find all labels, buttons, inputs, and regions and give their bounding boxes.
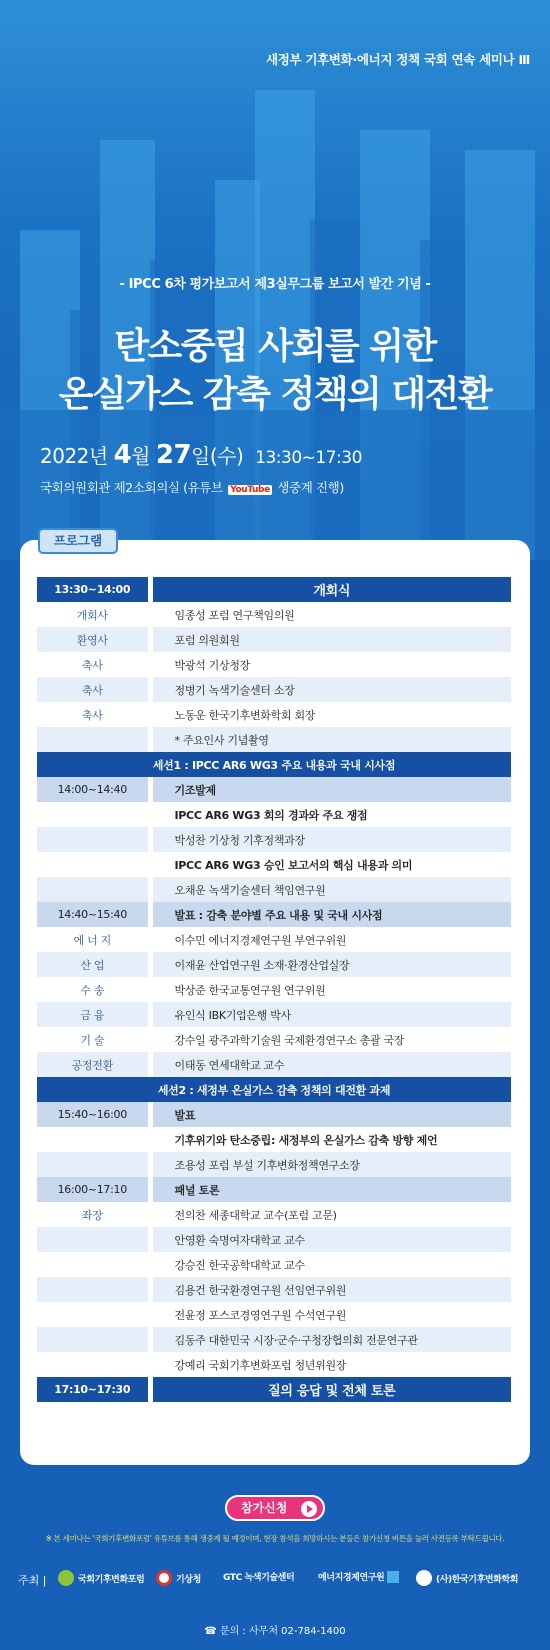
program-time-role bbox=[37, 1152, 150, 1177]
program-time-role: 13:30~14:00 bbox=[37, 577, 150, 602]
program-row bbox=[37, 852, 511, 877]
apply-button[interactable]: 참가신청 bbox=[225, 1495, 325, 1521]
program-time-role: 수 송 bbox=[37, 977, 150, 1002]
session-header: 세션1 : IPCC AR6 WG3 주요 내용과 국내 시사점 bbox=[37, 752, 511, 777]
program-time-role: 14:00~14:40 bbox=[37, 777, 150, 802]
play-icon bbox=[301, 1501, 317, 1517]
program-table bbox=[37, 577, 511, 1402]
program-detail: 전윤정 포스코경영연구원 수석연구원 bbox=[174, 1308, 347, 1322]
program-time-role: 14:40~15:40 bbox=[37, 902, 150, 927]
series-label: 새정부 기후변화·에너지 정책 국회 연속 세미나 Ⅲ bbox=[265, 52, 530, 67]
program-detail: 오채운 녹색기술센터 책임연구원 bbox=[150, 877, 511, 902]
program-detail: 발표 : 감축 분야별 주요 내용 및 국내 시사점 bbox=[150, 902, 511, 927]
program-time-role: 16:00~17:10 bbox=[37, 1177, 150, 1202]
program-time-role bbox=[37, 727, 150, 752]
program-row bbox=[37, 1327, 511, 1352]
program-time-role: 환영사 bbox=[37, 627, 150, 652]
program-detail: 이태동 연세대학교 교수 bbox=[150, 1052, 511, 1077]
program-time-role: 개회사 bbox=[37, 602, 150, 627]
program-detail: * 주요인사 기념촬영 bbox=[150, 727, 511, 752]
program-detail: 포럼 의원회원 bbox=[150, 627, 511, 652]
program-detail: 안영환 숙명여자대학교 교수 bbox=[150, 1227, 511, 1252]
program-row bbox=[37, 702, 511, 727]
session-header: 세션2 : 새정부 온실가스 감축 정책의 대전환 과제 bbox=[37, 1077, 511, 1102]
program-time-role bbox=[37, 1277, 150, 1302]
program-detail: 김용건 한국환경연구원 선임연구위원 bbox=[150, 1277, 511, 1302]
program-detail: 전의찬 세종대학교 교수(포럼 고문) bbox=[174, 1208, 337, 1222]
program-row bbox=[37, 577, 511, 602]
program-time-role bbox=[37, 1352, 150, 1377]
event-date: 2022년 4월 27일(수) 13:30~17:30 bbox=[40, 440, 362, 470]
event-title-line2: 온실가스 감축 정책의 대전환 bbox=[58, 374, 492, 415]
program-detail: 기조발제 bbox=[150, 777, 511, 802]
program-time-role bbox=[37, 1127, 150, 1152]
program-detail: 유인식 IBK기업은행 박사 bbox=[150, 1002, 511, 1027]
notice-text: ※ 본 세미나는 '국회기후변화포럼' 유튜브를 통해 생중계 될 예정이며, 현장 참석을 희망하시는 분들은 참가신청 버튼을 눌러 사전등록 부탁드립니다. bbox=[45, 1534, 505, 1543]
contact-info: ☎ 문의 : 사무처 02-784-1400 bbox=[204, 1626, 346, 1637]
program-time-role: 기 술 bbox=[37, 1027, 150, 1052]
program-row bbox=[37, 1127, 511, 1152]
program-row bbox=[37, 627, 511, 652]
program-detail: 노동운 한국기후변화학회 회장 bbox=[174, 708, 316, 722]
host-logo-forum: 국회기후변화포럼 bbox=[58, 1570, 144, 1586]
program-time-role bbox=[37, 1327, 150, 1352]
program-time-role: 축사 bbox=[37, 677, 150, 702]
program-row bbox=[37, 752, 511, 777]
program-row bbox=[37, 1152, 511, 1177]
program-row bbox=[37, 952, 511, 977]
program-detail: 이재윤 산업연구원 소재·환경산업실장 bbox=[150, 952, 511, 977]
hosts-label: 주최 | bbox=[18, 1574, 47, 1587]
program-row bbox=[37, 927, 511, 952]
program-time-role: 15:40~16:00 bbox=[37, 1102, 150, 1127]
program-time-role: 금 융 bbox=[37, 1002, 150, 1027]
host-logo-keei: 에너지경제연구원 bbox=[318, 1570, 403, 1583]
program-detail: 강승진 한국공학대학교 교수 bbox=[174, 1258, 305, 1272]
event-title-line1: 탄소중립 사회를 위한 bbox=[114, 326, 436, 367]
program-time-role: 축사 bbox=[37, 702, 150, 727]
program-detail: 질의 응답 및 전체 토론 bbox=[150, 1377, 511, 1402]
program-row bbox=[37, 777, 511, 802]
program-detail: 박성찬 기상청 기후정책과장 bbox=[150, 827, 511, 852]
program-row bbox=[37, 1252, 511, 1277]
program-detail: 개회식 bbox=[150, 577, 511, 602]
program-detail: 정병기 녹색기술센터 소장 bbox=[150, 677, 511, 702]
program-detail: 박상준 한국교통연구원 연구위원 bbox=[174, 983, 326, 997]
program-detail: 기후위기와 탄소중립: 새정부의 온실가스 감축 방향 제언 bbox=[174, 1133, 438, 1147]
program-time-role bbox=[37, 1227, 150, 1252]
program-row bbox=[37, 1077, 511, 1102]
event-subtitle: - IPCC 6차 평가보고서 제3실무그룹 보고서 발간 기념 - bbox=[119, 277, 431, 292]
host-logo-ksccc: (사)한국기후변화학회 bbox=[416, 1570, 518, 1586]
program-row bbox=[37, 827, 511, 852]
program-row bbox=[37, 1302, 511, 1327]
program-time-role: 산 업 bbox=[37, 952, 150, 977]
program-row bbox=[37, 1027, 511, 1052]
program-row bbox=[37, 1102, 511, 1127]
program-row bbox=[37, 1177, 511, 1202]
program-detail: 강예리 국회기후변화포럼 청년위원장 bbox=[174, 1358, 347, 1372]
program-time-role: 좌장 bbox=[37, 1202, 150, 1227]
program-detail: 박광석 기상청장 bbox=[174, 658, 250, 672]
program-row bbox=[37, 877, 511, 902]
program-row bbox=[37, 977, 511, 1002]
program-time-role: 공정전환 bbox=[37, 1052, 150, 1077]
program-row bbox=[37, 1202, 511, 1227]
program-row bbox=[37, 677, 511, 702]
program-row bbox=[37, 1377, 511, 1402]
program-detail: 발표 bbox=[150, 1102, 511, 1127]
program-time-role: 축사 bbox=[37, 652, 150, 677]
program-row bbox=[37, 902, 511, 927]
program-row bbox=[37, 1052, 511, 1077]
program-detail: 김동주 대한민국 시장·군수·구청장협의회 전문연구관 bbox=[150, 1327, 511, 1352]
hosts-row bbox=[18, 1565, 538, 1595]
program-time-role bbox=[37, 852, 150, 877]
program-detail: 조용성 포럼 부설 기후변화정책연구소장 bbox=[150, 1152, 511, 1177]
program-time-role bbox=[37, 827, 150, 852]
program-time-role: 에 너 지 bbox=[37, 927, 150, 952]
program-detail: 강수일 광주과학기술원 국제환경연구소 총괄 국장 bbox=[174, 1033, 405, 1047]
program-time-role bbox=[37, 877, 150, 902]
program-row bbox=[37, 802, 511, 827]
program-row bbox=[37, 602, 511, 627]
event-time: 13:30~17:30 bbox=[255, 448, 362, 468]
event-venue: 국회의원회관 제2소회의실 (유튜브 YouTube 생중계 진행) bbox=[40, 480, 344, 495]
program-time-role bbox=[37, 802, 150, 827]
program-detail: 임종성 포럼 연구책임의원 bbox=[174, 608, 295, 622]
program-row bbox=[37, 727, 511, 752]
program-time-role: 17:10~17:30 bbox=[37, 1377, 150, 1402]
program-row bbox=[37, 1277, 511, 1302]
program-detail: IPCC AR6 WG3 승인 보고서의 핵심 내용과 의미 bbox=[174, 858, 413, 872]
program-time-role bbox=[37, 1252, 150, 1277]
program-detail: 이수민 에너지경제연구원 부연구위원 bbox=[174, 933, 347, 947]
program-row bbox=[37, 1352, 511, 1377]
program-row bbox=[37, 1002, 511, 1027]
program-detail: IPCC AR6 WG3 회의 경과와 주요 쟁점 bbox=[174, 808, 368, 822]
host-logo-gtc: GTC 녹색기술센터 bbox=[223, 1573, 295, 1583]
host-logo-kma: 기상청 bbox=[156, 1570, 201, 1586]
youtube-icon: YouTube bbox=[230, 485, 270, 495]
program-row bbox=[37, 652, 511, 677]
program-time-role bbox=[37, 1302, 150, 1327]
program-badge: 프로그램 bbox=[38, 528, 118, 554]
program-detail: 패널 토론 bbox=[150, 1177, 511, 1202]
program-row bbox=[37, 1227, 511, 1252]
